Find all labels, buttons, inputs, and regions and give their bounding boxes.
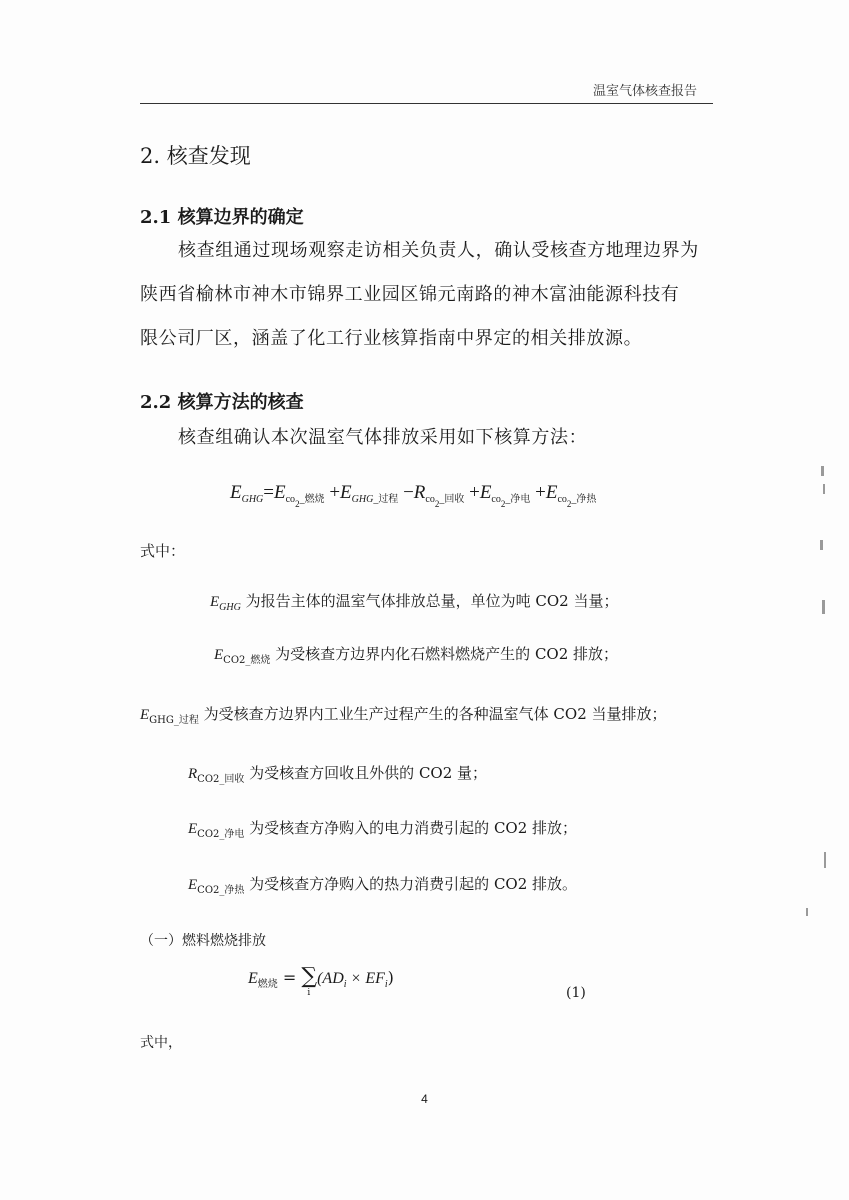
where-label: 式中， [140,1035,182,1051]
subsection-title-2-2: 2.2 核算方法的核查 [140,392,304,413]
scan-mark [823,484,825,494]
subsection-title-2-1: 2.1 核算边界的确定 [140,207,304,228]
scan-mark [822,600,825,614]
paragraph-method-intro: 核查组确认本次温室气体排放采用如下核算方法： [178,427,588,448]
scan-mark [820,540,823,550]
paragraph-line: 陕西省榆林市神木市锦界工业园区锦元南路的神木富油能源科技有 [140,284,680,305]
section-title: 2. 核查发现 [140,144,251,168]
definition-item: $E_{GHG\_过程}$ 为受核查方边界内工业生产过程产生的各种温室气体 CO2 当量排放； [140,705,667,726]
page-number: 4 [421,1092,428,1106]
fuel-formula: $E_{燃烧}$ = ∑ i $(AD_i \times EF_i)$ [248,964,394,998]
main-formula: $E_{GHG}=E_{co2\_燃烧} +E_{GHG\_过程} -R_{co2\_回收} +E_{co2\_净电} +E_{co2\_净热}$ [230,482,597,509]
definition-item: $R_{CO2\_回收}$ 为受核查方回收且外供的 CO2 量； [188,764,488,785]
paragraph-line: 核查组通过现场观察走访相关负责人，确认受核查方地理边界为 [178,240,699,261]
paragraph-boundary [140,229,730,361]
header-divider [140,103,713,104]
fuel-section-title: （一）燃料燃烧排放 [140,933,266,949]
header-title: 温室气体核查报告 [592,84,697,99]
definition-item: $E_{CO2\_燃烧}$ 为受核查方边界内化石燃料燃烧产生的 CO2 排放； [214,645,619,666]
definition-item: $E_{GHG}$ 为报告主体的温室气体排放总量，单位为吨 CO2 当量； [210,592,619,613]
definition-item: $E_{CO2\_净电}$ 为受核查方净购入的电力消费引起的 CO2 排放； [188,819,578,840]
where-label: 式中： [140,542,186,560]
scan-mark [824,852,826,868]
scan-mark [806,908,808,916]
scan-mark [821,466,824,476]
definition-item: $E_{CO2\_净热}$ 为受核查方净购入的热力消费引起的 CO2 排放。 [188,875,578,896]
paragraph-line: 限公司厂区，涵盖了化工行业核算指南中界定的相关排放源。 [140,328,643,349]
equation-number: (1) [566,985,586,1001]
